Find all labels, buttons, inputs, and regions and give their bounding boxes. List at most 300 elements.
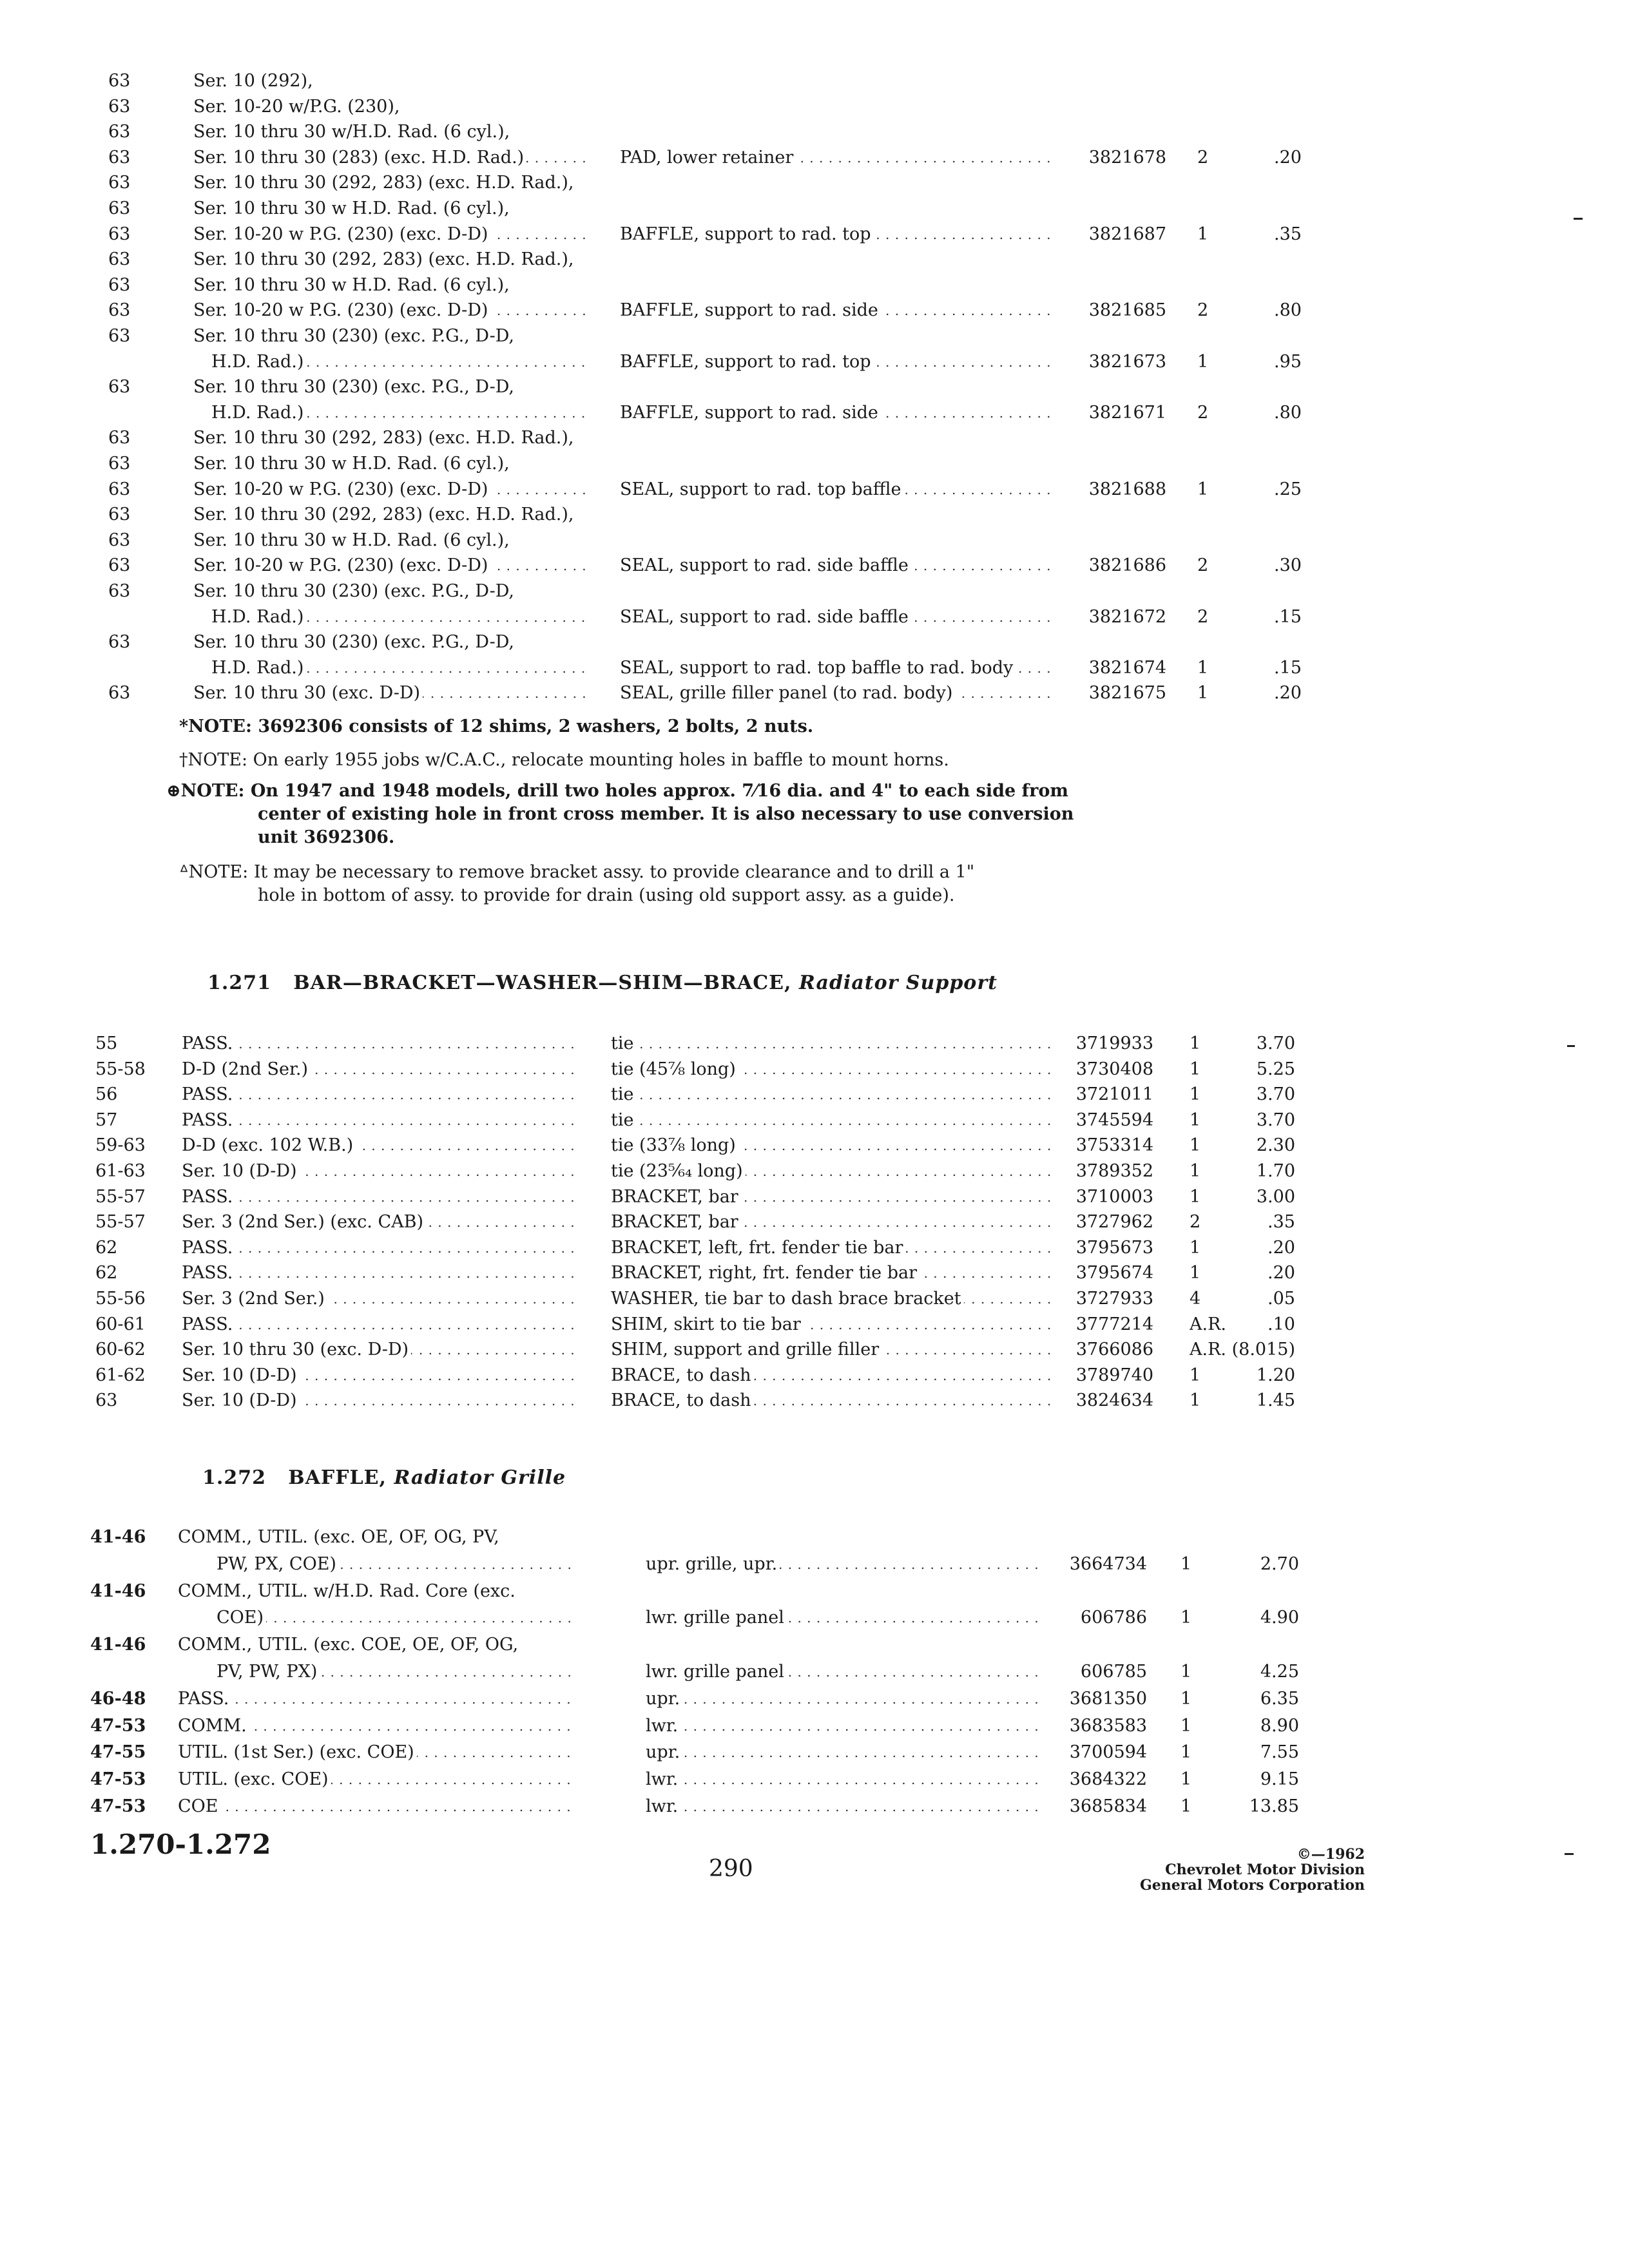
application-cell: Ser. 10 thru 30 (292, 283) (exc. H.D. Rad.),	[193, 505, 574, 525]
table-row	[0, 1158, 1629, 1184]
description-cell: tie (23⁵⁄₆₄ long) . . .	[611, 1158, 1050, 1184]
table-row	[0, 1031, 1629, 1057]
application-cell: Ser. 10 thru 30 (230) (exc. P.G., D-D,	[193, 377, 514, 398]
part-number-cell: 3727962	[1075, 1212, 1153, 1233]
price-cell: 6.35	[1260, 1688, 1299, 1709]
description-cell: BAFFLE, support to rad. side . . .	[620, 298, 1053, 323]
year-cell: 63	[108, 530, 131, 550]
table-row	[0, 1209, 1629, 1235]
application-cell: Ser. 10 thru 30 w H.D. Rad. (6 cyl.),	[193, 198, 510, 218]
application-cell: PASS. . . .	[178, 1686, 576, 1712]
year-cell: 63	[108, 377, 131, 398]
price-cell: 1.45	[1256, 1390, 1295, 1411]
application-cell: Ser. 10 thru 30 (292, 283) (exc. H.D. Rad.),	[193, 428, 574, 448]
part-number-cell: 3745594	[1075, 1110, 1153, 1130]
footnote-line: hole in bottom of assy. to provide for drain (using old support assy. as a guide).	[258, 885, 955, 905]
table-row	[0, 273, 1629, 298]
footnote-line: center of existing hole in front cross member. It is also necessary to use conversion	[258, 804, 1074, 824]
part-number-cell: 3795673	[1075, 1237, 1153, 1258]
table-row	[0, 477, 1629, 503]
application-cell: UTIL. (exc. COE) . . .	[178, 1767, 576, 1792]
price-cell: 3.70	[1256, 1110, 1295, 1130]
table-row	[0, 400, 1629, 426]
quantity-cell: 1	[1181, 1715, 1192, 1736]
footnote-line: ᐞNOTE: It may be necessary to remove bracket assy. to provide clearance and to drill a 1"	[179, 862, 975, 882]
year-cell: 62	[95, 1237, 118, 1258]
part-number-cell: 3821688	[1088, 479, 1166, 499]
price-cell: .95	[1274, 351, 1302, 372]
application-cell: Ser. 10 thru 30 w/H.D. Rad. (6 cyl.),	[193, 122, 510, 142]
application-cell: Ser. 10-20 w P.G. (230) (exc. D-D) . . .	[193, 222, 588, 247]
price-cell: 9.15	[1260, 1769, 1299, 1790]
quantity-cell: 1	[1181, 1796, 1192, 1816]
table-row	[0, 1082, 1629, 1108]
description-cell: tie . . .	[611, 1108, 1050, 1133]
part-number-cell: 3664734	[1069, 1553, 1147, 1574]
year-cell: 47-53	[90, 1796, 146, 1816]
year-cell: 63	[108, 224, 131, 244]
table-row	[0, 1235, 1629, 1261]
section-1272-heading	[202, 1466, 566, 1489]
part-number-cell: 3777214	[1075, 1314, 1153, 1334]
price-cell: 4.25	[1260, 1662, 1299, 1682]
part-number-cell: 3766086	[1075, 1340, 1153, 1360]
part-number-cell: 3753314	[1075, 1135, 1153, 1156]
application-cell: H.D. Rad.) . . .	[211, 349, 588, 375]
scan-mark	[1574, 218, 1583, 220]
table-row	[0, 425, 1629, 451]
price-cell: 7.55	[1260, 1742, 1299, 1763]
application-cell: PW, PX, COE) . . .	[217, 1552, 576, 1577]
year-cell: 55-58	[95, 1059, 146, 1079]
price-cell: (8.015)	[1231, 1340, 1295, 1360]
application-cell: Ser. 10 thru 30 w H.D. Rad. (6 cyl.),	[193, 530, 510, 550]
section-1271-title: BAR—BRACKET—WASHER—SHIM—BRACE,	[293, 972, 792, 994]
price-cell: .20	[1274, 683, 1302, 704]
year-cell: 59-63	[95, 1135, 146, 1156]
quantity-cell: 2	[1197, 402, 1209, 423]
quantity-cell: A.R.	[1190, 1314, 1226, 1334]
application-cell: PASS. . . .	[182, 1082, 576, 1108]
quantity-cell: 1	[1190, 1084, 1201, 1105]
year-cell: 61-62	[95, 1365, 146, 1385]
part-number-cell: 3821686	[1088, 555, 1166, 576]
year-cell: 63	[108, 96, 131, 117]
quantity-cell: 1	[1197, 351, 1209, 372]
table-row	[0, 1552, 1629, 1577]
part-number-cell: 3824634	[1075, 1390, 1153, 1411]
quantity-cell: 1	[1190, 1161, 1201, 1181]
price-cell: .20	[1274, 147, 1302, 168]
year-cell: 60-61	[95, 1314, 146, 1334]
price-cell: .20	[1268, 1263, 1295, 1283]
year-cell: 55	[95, 1033, 118, 1053]
quantity-cell: 1	[1181, 1769, 1192, 1790]
application-cell: PASS. . . .	[182, 1031, 576, 1057]
table-row	[0, 451, 1629, 477]
table-row	[0, 1605, 1629, 1631]
table-row	[0, 1286, 1629, 1312]
description-cell: SEAL, support to rad. side baffle . . .	[620, 604, 1053, 630]
quantity-cell: 1	[1181, 1553, 1192, 1574]
table-row	[0, 119, 1629, 145]
table-row	[0, 1794, 1629, 1820]
table-row	[0, 1363, 1629, 1389]
year-cell: 55-56	[95, 1289, 146, 1309]
table-row	[0, 247, 1629, 273]
application-cell: Ser. 10 thru 30 (exc. D-D) . . .	[193, 680, 588, 706]
part-number-cell: 3821671	[1088, 402, 1166, 423]
year-cell: 62	[95, 1263, 118, 1283]
quantity-cell: 1	[1181, 1688, 1192, 1709]
part-number-cell: 3681350	[1069, 1688, 1147, 1709]
footer-copyright: ©—1962	[1296, 1846, 1365, 1863]
price-cell: .30	[1274, 555, 1302, 576]
table-row	[0, 170, 1629, 196]
application-cell: D-D (exc. 102 W.B.) . . .	[182, 1133, 576, 1158]
application-cell: Ser. 10 thru 30 (292, 283) (exc. H.D. Rad.),	[193, 249, 574, 270]
part-number-cell: 3684322	[1069, 1769, 1147, 1790]
table-row	[0, 196, 1629, 222]
table-row	[0, 374, 1629, 400]
application-cell: COE . . .	[178, 1794, 576, 1820]
description-cell: BRACKET, left, frt. fender tie bar . . .	[611, 1235, 1050, 1261]
application-cell: Ser. 10 thru 30 (230) (exc. P.G., D-D,	[193, 581, 514, 601]
part-number-cell: 3721011	[1075, 1084, 1153, 1105]
table-row	[0, 655, 1629, 681]
application-cell: COMM. . . .	[178, 1713, 576, 1739]
application-cell: Ser. 10-20 w/P.G. (230),	[193, 96, 400, 117]
price-cell: .80	[1274, 300, 1302, 321]
scan-mark	[1567, 1045, 1575, 1047]
table-row	[0, 1388, 1629, 1414]
price-cell: .15	[1274, 606, 1302, 627]
year-cell: 57	[95, 1110, 118, 1130]
description-cell: SEAL, support to rad. side baffle . . .	[620, 553, 1053, 579]
application-cell: Ser. 3 (2nd Ser.) . . .	[182, 1286, 576, 1312]
application-cell: Ser. 10 thru 30 (230) (exc. P.G., D-D,	[193, 632, 514, 653]
year-cell: 55-57	[95, 1212, 146, 1233]
quantity-cell: 1	[1190, 1033, 1201, 1053]
footnote-line: †NOTE: On early 1955 jobs w/C.A.C., relocate mounting holes in baffle to mount horns.	[179, 750, 949, 770]
part-number-cell: 3730408	[1075, 1059, 1153, 1079]
table-row	[0, 1133, 1629, 1158]
footer-corporation: General Motors Corporation	[1139, 1877, 1365, 1894]
table-row	[0, 1108, 1629, 1133]
table-row	[0, 1740, 1629, 1765]
description-cell: BRACE, to dash . . .	[611, 1363, 1050, 1389]
description-cell: lwr. grille panel . . .	[646, 1605, 1045, 1631]
price-cell: .35	[1268, 1212, 1295, 1233]
year-cell: 61-63	[95, 1161, 146, 1181]
part-number-cell: 606785	[1080, 1662, 1147, 1682]
price-cell: 13.85	[1249, 1796, 1299, 1816]
table-row	[0, 349, 1629, 375]
price-cell: 1.20	[1256, 1365, 1295, 1385]
footer-copyright-block	[1140, 1847, 1365, 1893]
part-number-cell: 3710003	[1075, 1186, 1153, 1207]
application-cell: Ser. 3 (2nd Ser.) (exc. CAB) . . .	[182, 1209, 576, 1235]
section-1271-number: 1.271	[207, 972, 271, 994]
part-number-cell: 3700594	[1069, 1742, 1147, 1763]
description-cell: upr. grille, upr. . . .	[646, 1552, 1045, 1577]
quantity-cell: 2	[1197, 147, 1209, 168]
section-1272-subtitle: Radiator Grille	[394, 1466, 566, 1489]
application-cell: Ser. 10-20 w P.G. (230) (exc. D-D) . . .	[193, 477, 588, 503]
description-cell: SHIM, skirt to tie bar . . .	[611, 1312, 1050, 1338]
quantity-cell: 1	[1181, 1742, 1192, 1763]
year-cell: 41-46	[90, 1581, 146, 1601]
part-number-cell: 3789740	[1075, 1365, 1153, 1385]
description-cell: upr. . . .	[646, 1686, 1045, 1712]
year-cell: 63	[108, 505, 131, 525]
year-cell: 63	[108, 683, 131, 704]
year-cell: 63	[108, 198, 131, 218]
description-cell: tie . . .	[611, 1082, 1050, 1108]
quantity-cell: 1	[1197, 479, 1209, 499]
footer-division: Chevrolet Motor Division	[1165, 1861, 1365, 1878]
year-cell: 47-53	[90, 1769, 146, 1790]
application-cell: Ser. 10-20 w P.G. (230) (exc. D-D) . . .	[193, 553, 588, 579]
part-number-cell: 3821672	[1088, 606, 1166, 627]
price-cell: .15	[1274, 657, 1302, 678]
section-1272-number: 1.272	[202, 1466, 266, 1489]
description-cell: BAFFLE, support to rad. top . . .	[620, 222, 1053, 247]
year-cell: 63	[108, 632, 131, 653]
price-cell: .10	[1268, 1314, 1295, 1334]
table-row	[0, 145, 1629, 171]
quantity-cell: 1	[1190, 1237, 1201, 1258]
year-cell: 47-53	[90, 1715, 146, 1736]
table-row	[0, 579, 1629, 604]
price-cell: .25	[1274, 479, 1302, 499]
table-row	[0, 1767, 1629, 1792]
part-number-cell: 3821675	[1088, 683, 1166, 704]
part-number-cell: 3821678	[1088, 147, 1166, 168]
price-cell: 3.70	[1256, 1033, 1295, 1053]
description-cell: upr. . . .	[646, 1740, 1045, 1765]
description-cell: SEAL, grille filler panel (to rad. body) . . .	[620, 680, 1053, 706]
year-cell: 63	[108, 454, 131, 474]
part-number-cell: 3727933	[1075, 1289, 1153, 1309]
description-cell: lwr. . . .	[646, 1794, 1045, 1820]
application-cell: PASS. . . .	[182, 1108, 576, 1133]
application-cell: H.D. Rad.) . . .	[211, 655, 588, 681]
section-1272-title: BAFFLE,	[288, 1466, 387, 1489]
description-cell: BAFFLE, support to rad. side . . .	[620, 400, 1053, 426]
quantity-cell: 2	[1190, 1212, 1201, 1233]
price-cell: 3.00	[1256, 1186, 1295, 1207]
quantity-cell: 1	[1181, 1662, 1192, 1682]
description-cell: WASHER, tie bar to dash brace bracket . . .	[611, 1286, 1050, 1312]
price-cell: 5.25	[1256, 1059, 1295, 1079]
year-cell: 60-62	[95, 1340, 146, 1360]
application-cell: Ser. 10 thru 30 (292, 283) (exc. H.D. Rad.),	[193, 173, 574, 193]
price-cell: 3.70	[1256, 1084, 1295, 1105]
price-cell: .35	[1274, 224, 1302, 244]
part-number-cell: 3821673	[1088, 351, 1166, 372]
application-cell: PV, PW, PX) . . .	[217, 1659, 576, 1685]
footnote-line: *NOTE: 3692306 consists of 12 shims, 2 washers, 2 bolts, 2 nuts.	[179, 716, 814, 736]
description-cell: SHIM, support and grille filler . . .	[611, 1337, 1050, 1363]
application-cell: Ser. 10-20 w P.G. (230) (exc. D-D) . . .	[193, 298, 588, 323]
quantity-cell: 1	[1197, 683, 1209, 704]
part-number-cell: 3821685	[1088, 300, 1166, 321]
application-cell: H.D. Rad.) . . .	[211, 400, 588, 426]
quantity-cell: A.R.	[1190, 1340, 1226, 1360]
year-cell: 63	[108, 555, 131, 576]
application-cell: PASS. . . .	[182, 1184, 576, 1210]
year-cell: 63	[108, 274, 131, 295]
year-cell: 63	[108, 326, 131, 346]
price-cell: 4.90	[1260, 1608, 1299, 1628]
quantity-cell: 4	[1190, 1289, 1201, 1309]
description-cell: SEAL, support to rad. top baffle to rad. body . . .	[620, 655, 1053, 681]
year-cell: 63	[108, 479, 131, 499]
part-number-cell: 3821674	[1088, 657, 1166, 678]
application-cell: PASS. . . .	[182, 1235, 576, 1261]
table-row	[0, 553, 1629, 579]
table-row	[0, 323, 1629, 349]
table-row	[0, 222, 1629, 247]
application-cell: COE) . . .	[217, 1605, 576, 1631]
scan-mark	[1565, 1853, 1574, 1855]
application-cell: UTIL. (1st Ser.) (exc. COE) . . .	[178, 1740, 576, 1765]
part-number-cell: 606786	[1080, 1608, 1147, 1628]
application-cell: PASS. . . .	[182, 1260, 576, 1286]
quantity-cell: 2	[1197, 606, 1209, 627]
table-row	[0, 1337, 1629, 1363]
part-number-cell: 3795674	[1075, 1263, 1153, 1283]
quantity-cell: 1	[1190, 1186, 1201, 1207]
price-cell: .80	[1274, 402, 1302, 423]
year-cell: 63	[108, 173, 131, 193]
table-row	[0, 1312, 1629, 1338]
year-cell: 41-46	[90, 1635, 146, 1655]
year-cell: 63	[108, 581, 131, 601]
quantity-cell: 2	[1197, 555, 1209, 576]
section-1271-heading	[207, 972, 998, 994]
year-cell: 63	[108, 122, 131, 142]
year-cell: 55-57	[95, 1186, 146, 1207]
table-row	[0, 604, 1629, 630]
application-cell: Ser. 10 thru 30 w H.D. Rad. (6 cyl.),	[193, 274, 510, 295]
application-cell: Ser. 10 thru 30 (283) (exc. H.D. Rad.) . . .	[193, 145, 588, 171]
year-cell: 63	[108, 71, 131, 91]
table-row	[0, 680, 1629, 706]
year-cell: 46-48	[90, 1688, 146, 1709]
year-cell: 56	[95, 1084, 118, 1105]
description-cell: lwr. grille panel . . .	[646, 1659, 1045, 1685]
table-row	[0, 1524, 1629, 1550]
quantity-cell: 1	[1197, 224, 1209, 244]
part-number-cell: 3719933	[1075, 1033, 1153, 1053]
application-cell: Ser. 10 (292),	[193, 71, 313, 91]
application-cell: Ser. 10 (D-D) . . .	[182, 1363, 576, 1389]
application-cell: H.D. Rad.) . . .	[211, 604, 588, 630]
section-1271-subtitle: Radiator Support	[798, 972, 998, 994]
quantity-cell: 1	[1190, 1059, 1201, 1079]
price-cell: 2.30	[1256, 1135, 1295, 1156]
table-row	[0, 1686, 1629, 1712]
description-cell: PAD, lower retainer . . .	[620, 145, 1053, 171]
footer-section-range: 1.270-1.272	[90, 1829, 271, 1860]
application-cell: Ser. 10 thru 30 (exc. D-D) . . .	[182, 1337, 576, 1363]
year-cell: 63	[95, 1390, 118, 1411]
description-cell: tie (45⅞ long) . . .	[611, 1057, 1050, 1082]
description-cell: BRACE, to dash . . .	[611, 1388, 1050, 1414]
price-cell: 2.70	[1260, 1553, 1299, 1574]
table-row	[0, 528, 1629, 553]
application-cell: COMM., UTIL. (exc. OE, OF, OG, PV,	[178, 1527, 499, 1547]
application-cell: Ser. 10 (D-D) . . .	[182, 1388, 576, 1414]
quantity-cell: 1	[1197, 657, 1209, 678]
price-cell: 1.70	[1256, 1161, 1295, 1181]
part-number-cell: 3685834	[1069, 1796, 1147, 1816]
application-cell: COMM., UTIL. (exc. COE, OE, OF, OG,	[178, 1635, 519, 1655]
table-row	[0, 1579, 1629, 1604]
price-cell: .20	[1268, 1237, 1295, 1258]
year-cell: 41-46	[90, 1527, 146, 1547]
application-cell: Ser. 10 thru 30 w H.D. Rad. (6 cyl.),	[193, 454, 510, 474]
table-row	[0, 629, 1629, 655]
application-cell: PASS. . . .	[182, 1312, 576, 1338]
description-cell: BRACKET, bar . . .	[611, 1184, 1050, 1210]
description-cell: SEAL, support to rad. top baffle . . .	[620, 477, 1053, 503]
quantity-cell: 1	[1190, 1135, 1201, 1156]
application-cell: D-D (2nd Ser.) . . .	[182, 1057, 576, 1082]
description-cell: lwr. . . .	[646, 1713, 1045, 1739]
quantity-cell: 1	[1190, 1390, 1201, 1411]
quantity-cell: 1	[1190, 1365, 1201, 1385]
price-cell: .05	[1268, 1289, 1295, 1309]
table-row	[0, 1659, 1629, 1685]
year-cell: 47-55	[90, 1742, 146, 1763]
table-row	[0, 1713, 1629, 1739]
description-cell: lwr. . . .	[646, 1767, 1045, 1792]
description-cell: BRACKET, right, frt. fender tie bar . . .	[611, 1260, 1050, 1286]
table-row	[0, 1632, 1629, 1658]
footnote-line: ⊕NOTE: On 1947 and 1948 models, drill two holes approx. 7⁄16 dia. and 4" to each side from	[166, 781, 1068, 801]
year-cell: 63	[108, 249, 131, 270]
table-row	[0, 1057, 1629, 1082]
part-number-cell: 3683583	[1069, 1715, 1147, 1736]
year-cell: 63	[108, 428, 131, 448]
quantity-cell: 1	[1181, 1608, 1192, 1628]
table-row	[0, 298, 1629, 323]
part-number-cell: 3821687	[1088, 224, 1166, 244]
price-cell: 8.90	[1260, 1715, 1299, 1736]
table-row	[0, 68, 1629, 94]
footnote-line: unit 3692306.	[258, 827, 395, 847]
quantity-cell: 1	[1190, 1263, 1201, 1283]
description-cell: tie (33⅞ long) . . .	[611, 1133, 1050, 1158]
application-cell: Ser. 10 (D-D) . . .	[182, 1158, 576, 1184]
application-cell: Ser. 10 thru 30 (230) (exc. P.G., D-D,	[193, 326, 514, 346]
footer-page-number: 290	[709, 1856, 753, 1882]
description-cell: BRACKET, bar . . .	[611, 1209, 1050, 1235]
year-cell: 63	[108, 300, 131, 321]
quantity-cell: 1	[1190, 1110, 1201, 1130]
description-cell: BAFFLE, support to rad. top . . .	[620, 349, 1053, 375]
year-cell: 63	[108, 147, 131, 168]
application-cell: COMM., UTIL. w/H.D. Rad. Core (exc.	[178, 1581, 516, 1601]
table-row	[0, 502, 1629, 528]
quantity-cell: 2	[1197, 300, 1209, 321]
table-row	[0, 1184, 1629, 1210]
table-row	[0, 94, 1629, 120]
description-cell: tie . . .	[611, 1031, 1050, 1057]
